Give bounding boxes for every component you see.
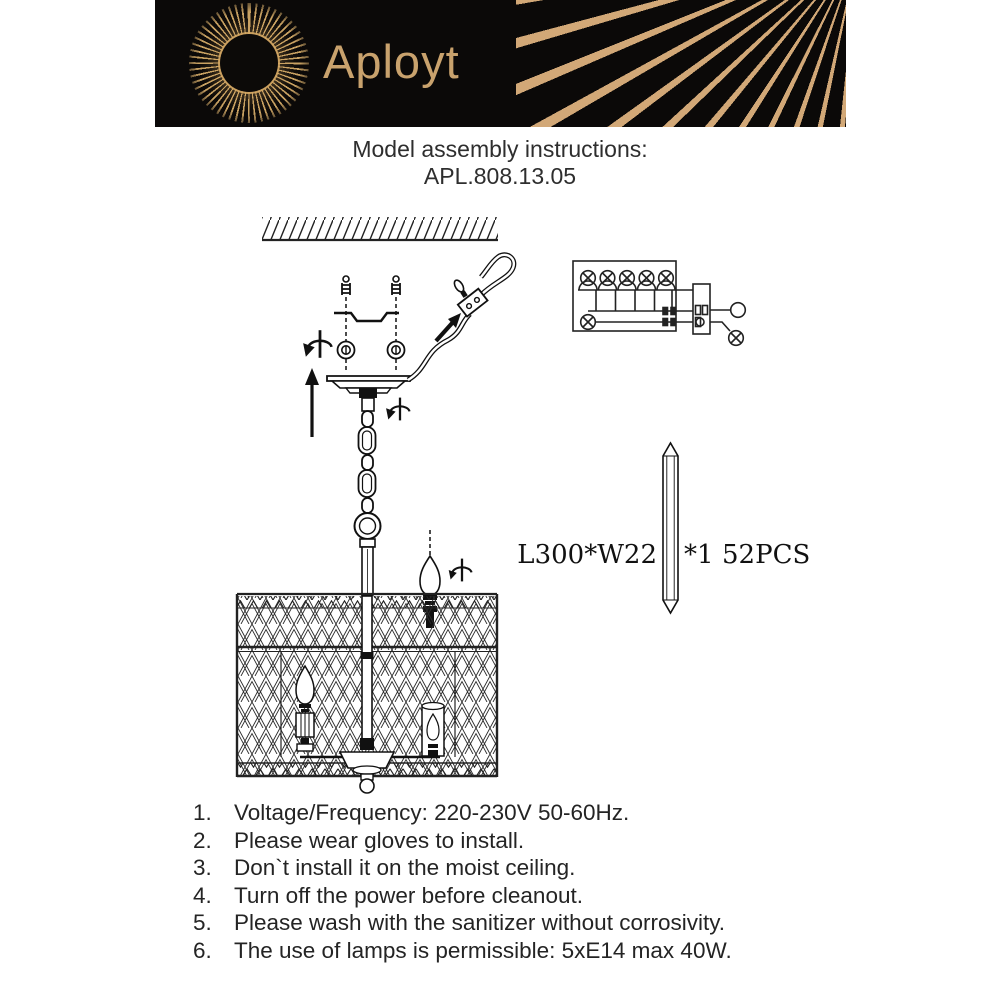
instruction-text: Turn off the power before cleanout. <box>234 882 583 908</box>
instruction-item <box>193 909 732 937</box>
instruction-item <box>193 827 732 855</box>
lamp-symbol-bottom <box>581 315 596 330</box>
crystal-quantity-label: *1 <box>684 540 714 570</box>
instruction-number: 4. <box>193 882 212 908</box>
ceiling-canopy <box>327 376 410 420</box>
instruction-number: 6. <box>193 937 212 963</box>
rotate-screw-icon <box>304 330 332 358</box>
instruction-number: 5. <box>193 910 212 936</box>
power-wire <box>408 255 514 380</box>
mesh-drum-shade <box>237 594 497 777</box>
bulb-glass <box>420 556 440 595</box>
finial <box>360 774 374 793</box>
center-rod <box>362 596 372 741</box>
inner-bulb-right <box>422 703 444 757</box>
terminal-block <box>693 284 710 334</box>
instructions-list <box>193 799 732 965</box>
instruction-number: 2. <box>193 827 212 853</box>
instruction-text: Voltage/Frequency: 220-230V 50-60Hz. <box>234 800 630 825</box>
instruction-text: Please wash with the sanitizer without corrosivity. <box>234 910 726 936</box>
instruction-item <box>193 799 732 827</box>
suspension-chain <box>355 411 381 595</box>
hook-detail <box>453 279 469 299</box>
instruction-item <box>193 937 732 965</box>
insert-arrow-icon <box>436 313 461 341</box>
crystal-part <box>517 443 810 613</box>
brand-banner <box>155 0 846 127</box>
sunburst-logo-icon <box>189 3 309 123</box>
rotate-stem-icon <box>387 398 410 421</box>
instruction-item <box>193 882 732 910</box>
instruction-number: 3. <box>193 855 212 881</box>
shade-interior <box>296 596 444 793</box>
corner-rays-decoration-icon <box>516 0 846 127</box>
switch-symbol <box>731 303 746 318</box>
bottom-dish <box>340 752 394 768</box>
instruction-text: Don`t install it on the moist ceiling. <box>234 855 576 881</box>
crystal-size-label: L300*W22 <box>517 540 657 570</box>
lamp-symbol-right <box>729 331 744 346</box>
up-arrow-icon <box>305 368 319 437</box>
title-block <box>0 136 1000 190</box>
rotate-bulb-icon <box>449 559 472 582</box>
crystal-pieces-label: 52PCS <box>722 540 811 570</box>
hanging-ring <box>355 513 381 539</box>
instruction-item <box>193 854 732 882</box>
page-title: Model assembly instructions: <box>352 136 648 162</box>
instruction-text: The use of lamps is permissible: 5xE14 max 40W. <box>234 937 732 963</box>
instruction-text: Please wear gloves to install. <box>234 827 525 853</box>
model-number: APL.808.13.05 <box>423 163 577 189</box>
inner-bulb-left <box>296 666 314 751</box>
instruction-number: 1. <box>193 800 212 825</box>
wiring-schematic <box>573 261 745 345</box>
mounting-hardware <box>304 276 405 437</box>
ceiling-hatch <box>262 217 498 240</box>
candle-bulb-install <box>420 530 472 628</box>
lamp-symbols-row <box>579 271 675 290</box>
brand-name: Aployt <box>323 35 460 88</box>
wire-terminal-connector <box>458 289 488 317</box>
